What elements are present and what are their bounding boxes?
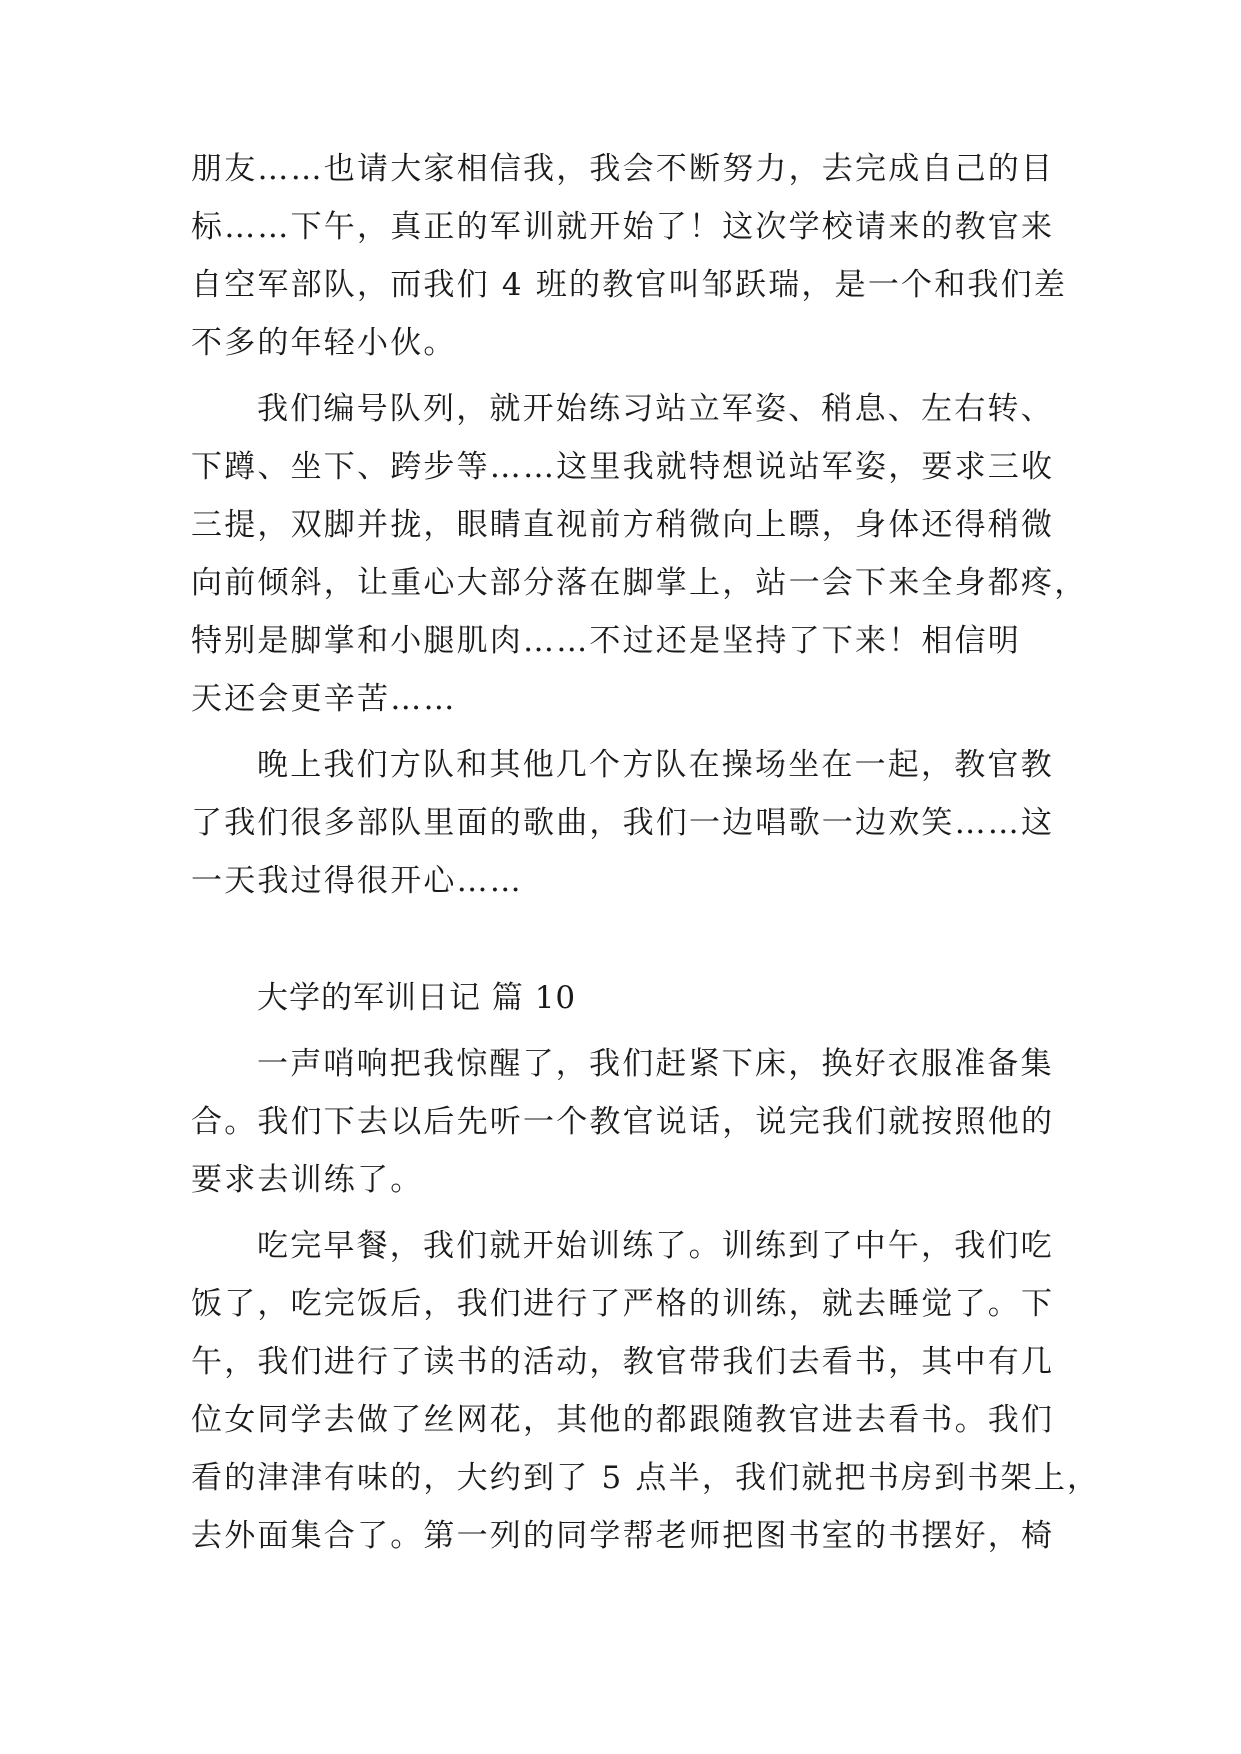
- text-line: 了我们很多部队里面的歌曲，我们一边唱歌一边欢笑……这: [191, 805, 1055, 841]
- paragraph-first-line: 我们编号队列，就开始练习站立军姿、稍息、左右转、: [257, 391, 1054, 427]
- text-line: 位女同学去做了丝网花，其他的都跟随教官进去看书。我们: [191, 1402, 1055, 1438]
- text-line: 标……下午，真正的军训就开始了！这次学校请来的教官来: [191, 209, 1055, 245]
- text-line: 合。我们下去以后先听一个教官说话，说完我们就按照他的: [191, 1104, 1055, 1140]
- text-line: 下蹲、坐下、跨步等……这里我就特想说站军姿，要求三收: [191, 449, 1055, 485]
- text-line: 自空军部队，而我们 4 班的教官叫邹跃瑞，是一个和我们差: [191, 267, 1068, 303]
- text-line: 三提，双脚并拢，眼睛直视前方稍微向上瞟，身体还得稍微: [191, 507, 1055, 543]
- text-line: 去外面集合了。第一列的同学帮老师把图书室的书摆好，椅: [191, 1518, 1055, 1554]
- text-line: 看的津津有味的，大约到了 5 点半，我们就把书房到书架上，: [191, 1460, 1101, 1496]
- text-line: 不多的年轻小伙。: [191, 325, 457, 361]
- section-heading: 大学的军训日记 篇 10: [257, 980, 577, 1016]
- text-line: 一天我过得很开心……: [191, 863, 523, 899]
- paragraph-first-line: 一声哨响把我惊醒了，我们赶紧下床，换好衣服准备集: [257, 1046, 1054, 1082]
- text-line: 特别是脚掌和小腿肌肉……不过还是坚持了下来！相信明: [191, 623, 1021, 659]
- text-line: 向前倾斜，让重心大部分落在脚掌上，站一会下来全身都疼，: [191, 565, 1088, 601]
- text-line: 要求去训练了。: [191, 1162, 424, 1198]
- paragraph-first-line: 晚上我们方队和其他几个方队在操场坐在一起，教官教: [257, 747, 1054, 783]
- paragraph-first-line: 吃完早餐，我们就开始训练了。训练到了中午，我们吃: [257, 1228, 1054, 1264]
- text-line: 天还会更辛苦……: [191, 681, 457, 717]
- text-line: 朋友……也请大家相信我，我会不断努力，去完成自己的目: [191, 151, 1055, 187]
- text-line: 饭了，吃完饭后，我们进行了严格的训练，就去睡觉了。下: [191, 1286, 1055, 1322]
- text-line: 午，我们进行了读书的活动，教官带我们去看书，其中有几: [191, 1344, 1055, 1380]
